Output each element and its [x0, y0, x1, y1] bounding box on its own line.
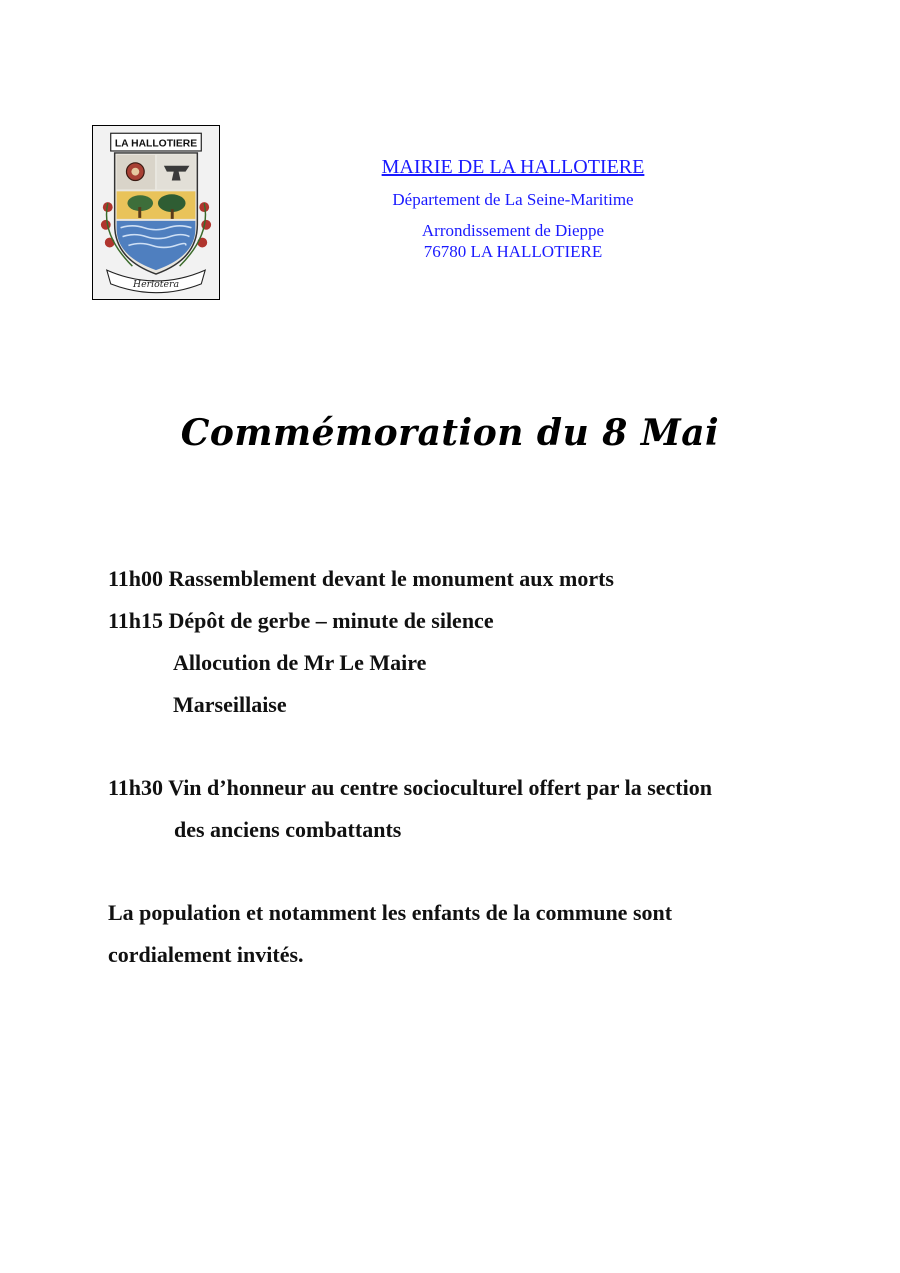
departement-line: Département de La Seine-Maritime	[392, 190, 634, 209]
programme-item: Allocution de Mr Le Maire	[173, 650, 427, 675]
coat-of-arms-icon	[93, 126, 219, 299]
postal-address-line: 76780 LA HALLOTIERE	[423, 242, 603, 261]
arrondissement-line: Arrondissement de Dieppe	[421, 221, 605, 240]
mairie-header	[313, 154, 713, 262]
svg-text:LA HALLOTIERE: LA HALLOTIERE	[114, 138, 198, 150]
invitation-line: La population et notamment les enfants de la commune sont	[108, 900, 673, 925]
programme-item: des anciens combattants	[174, 817, 402, 842]
coat-of-arms-logo	[92, 125, 220, 300]
svg-text:Herlotera: Herlotera	[132, 278, 180, 290]
invitation-line: cordialement invités.	[108, 942, 304, 967]
programme-item: 11h30 Vin d’honneur au centre socioculturel offert par la section	[108, 775, 712, 800]
programme-item: Marseillaise	[173, 692, 287, 717]
programme-item: 11h15 Dépôt de gerbe – minute de silence	[108, 608, 494, 633]
mairie-name: MAIRIE DE LA HALLOTIERE	[381, 156, 645, 178]
page-title: Commémoration du 8 Mai	[180, 412, 720, 454]
programme-item: 11h00 Rassemblement devant le monument aux morts	[108, 566, 614, 591]
